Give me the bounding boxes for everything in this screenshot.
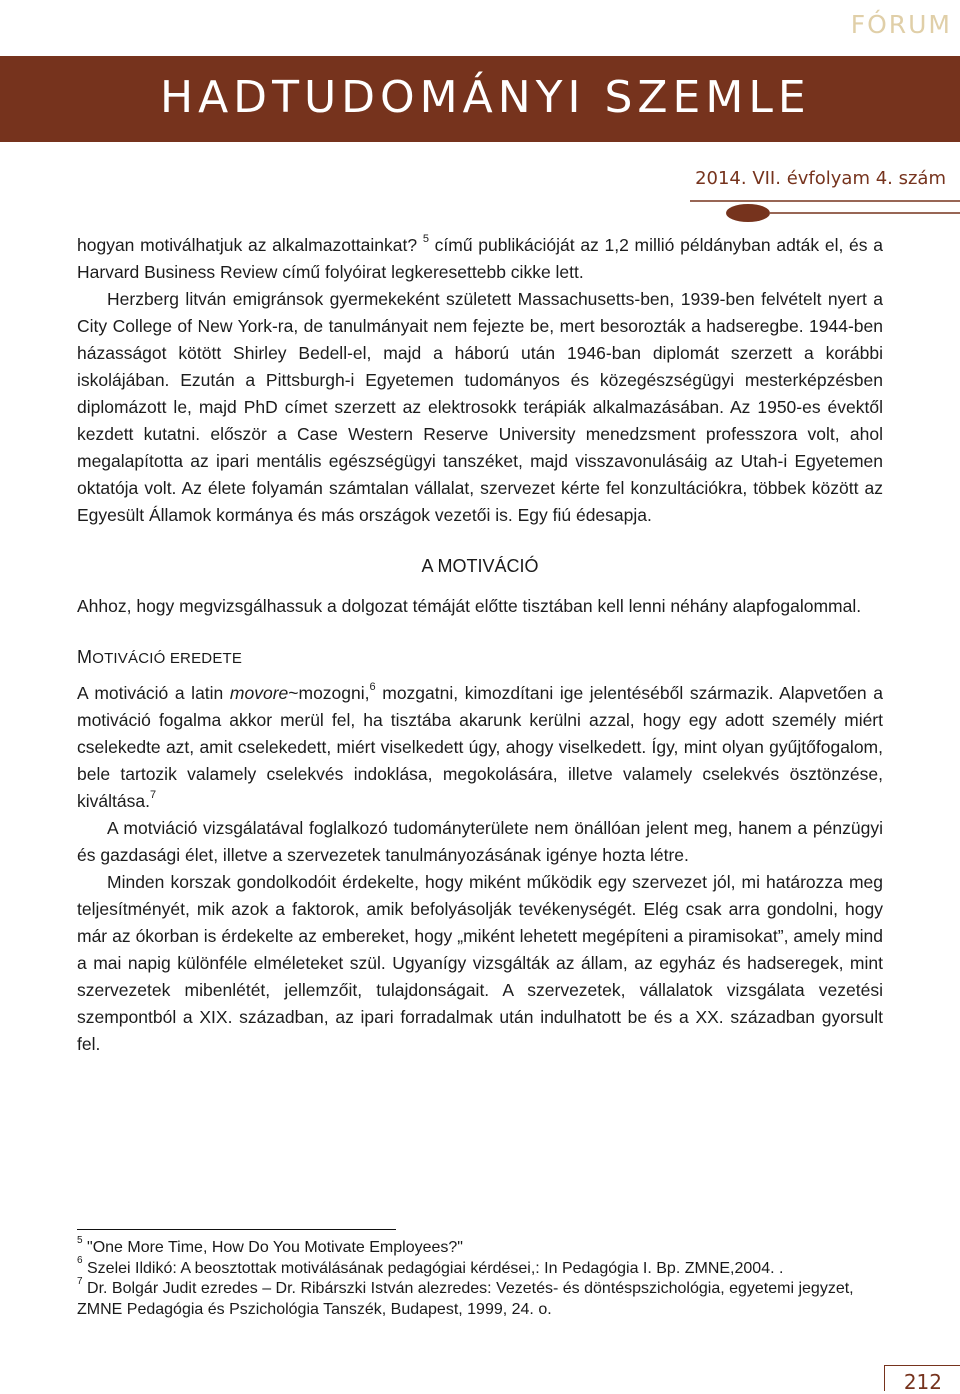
paragraph: Ahhoz, hogy megvizsgálhassuk a dolgozat témáját előtte tisztában kell lenni néhány alapfogalommal. <box>77 596 862 616</box>
footnote: $^5$ "One More Time, How Do You Motivate Employees?" <box>77 1234 463 1256</box>
page-number: 212 <box>903 1370 942 1394</box>
footnote: $^6$ Szelei Ildikó: A beosztottak motiválásának pedagógiai kérdései,: In Pedagógia I. Bp. ZMNE,2004. . <box>77 1255 784 1277</box>
paragraph: A motviáció vizsgálatával foglalkozó tudományterülete nem önállóan jelent meg, hanem a pénzügyi és gazdasági élet, illetve a szervezetek tanulmányozásának igénye hozta létre. <box>77 818 883 865</box>
footnotes <box>77 1234 897 1320</box>
paragraph: hogyan motiválhatjuk az alkalmazottainkat? $^5$ című publikációját az 1,2 millió példányban adták el, és a Harvard Business Review című folyóirat legkeresettebb cikke lett. <box>77 233 883 282</box>
page-number-frame-top <box>884 1365 960 1366</box>
article-body <box>77 232 883 1058</box>
footnote-ref[interactable]: 6 <box>369 681 376 694</box>
journal-banner <box>0 56 960 142</box>
issue-label: 2014. VII. évfolyam 4. szám <box>695 168 946 189</box>
footnote-ref[interactable]: 7 <box>149 789 157 802</box>
paragraph: Minden korszak gondolkodóit érdekelte, hogy miként működik egy szervezet jól, mi határozza meg teljesítményét, mik azok a faktorok, amik befolyásolják tevékenységét. Elég csak arra gondolni, hogy már az ókorban is érdekelte az embereket, hogy „miként lehetett megépíteni a piramisokat”, amely mind a mai napig különféle elméleteket szül. Ugyanígy vizsgálták az állam, az egyház és hadseregek, mint szervezetek mibenlétét, jellemzőit, tulajdonságait. A szervezetek, vállalatok vizsgálata vezetési szempontból a XIX. században, az ipari forradalmak után indulhatott be és a XX. században gyorsult fel. <box>77 872 883 1054</box>
page-number-frame-side <box>884 1365 885 1391</box>
footnote-separator <box>77 1229 396 1230</box>
footnote-ref[interactable]: 5 <box>422 233 429 246</box>
paragraph: Herzberg litván emigránsok gyermekeként született Massachusetts-ben, 1939-ben felvételt nyert a City College of New York-ra, de tanulmányait nem fejezte be, mert besorozták a hadseregbe. 1944-ben házasságot kötött Shirley Bedell-el, majd a háború után 1946-ban diplomát szerzett a korábbi iskolájában. Ezután a Pittsburgh-i Egyetemen tudományos és közegészségügyi mesterképzésben diplomázott le, majd PhD címet szerzett az elektrosokk terápiák alkalmazásában. Az 1950-es évektől kezdett kutatni. először a Case Western Reserve University menedzsment professzora volt, ahol megalapította az ipari mentális egészségügyi tanszéket, majd visszavonulásáig az Utah-i Egyetemen oktatója volt. Az élete folyamán számtalan vállalat, szervezet kérte fel konzultációkra, többek között az Egyesült Államok kormánya és más országok vezetői is. Egy fiú édesapja. <box>77 289 883 525</box>
journal-title: HADTUDOMÁNYI SZEMLE <box>160 72 811 123</box>
footnote: $^7$ Dr. Bolgár Judit ezredes – Dr. Ribárszki István alezredes: Vezetés- és döntéspszichológia, egyetemi jegyzet, ZMNE Pedagógia és Pszichológia Tanszék, Budapest, 1999, 24. o. <box>77 1275 854 1318</box>
forum-label: FÓRUM <box>850 10 952 39</box>
section-title: A MOTIVÁCIÓ <box>421 556 539 576</box>
paragraph: A motiváció a latin movore~mozogni,$^6$ mozgatni, kimozdítani ige jelentéséből származik. Alapvetően a motiváció fogalma akkor merül fel, ha tisztába akarunk kerülni azzal, hogy egy adott személy miért cselekedte azt, amit cselekedett, miért viselkedett úgy, ahogy viselkedett. Így, mint olyan gyűjtőfogalom, bele tartozik valamely cselekvés indoklása, megokolására, illetve valamely cselekvés ösztönzése, kiváltása.$^7$ <box>77 681 883 811</box>
subsection-heading: MOTIVÁCIÓ EREDETE <box>77 647 243 667</box>
